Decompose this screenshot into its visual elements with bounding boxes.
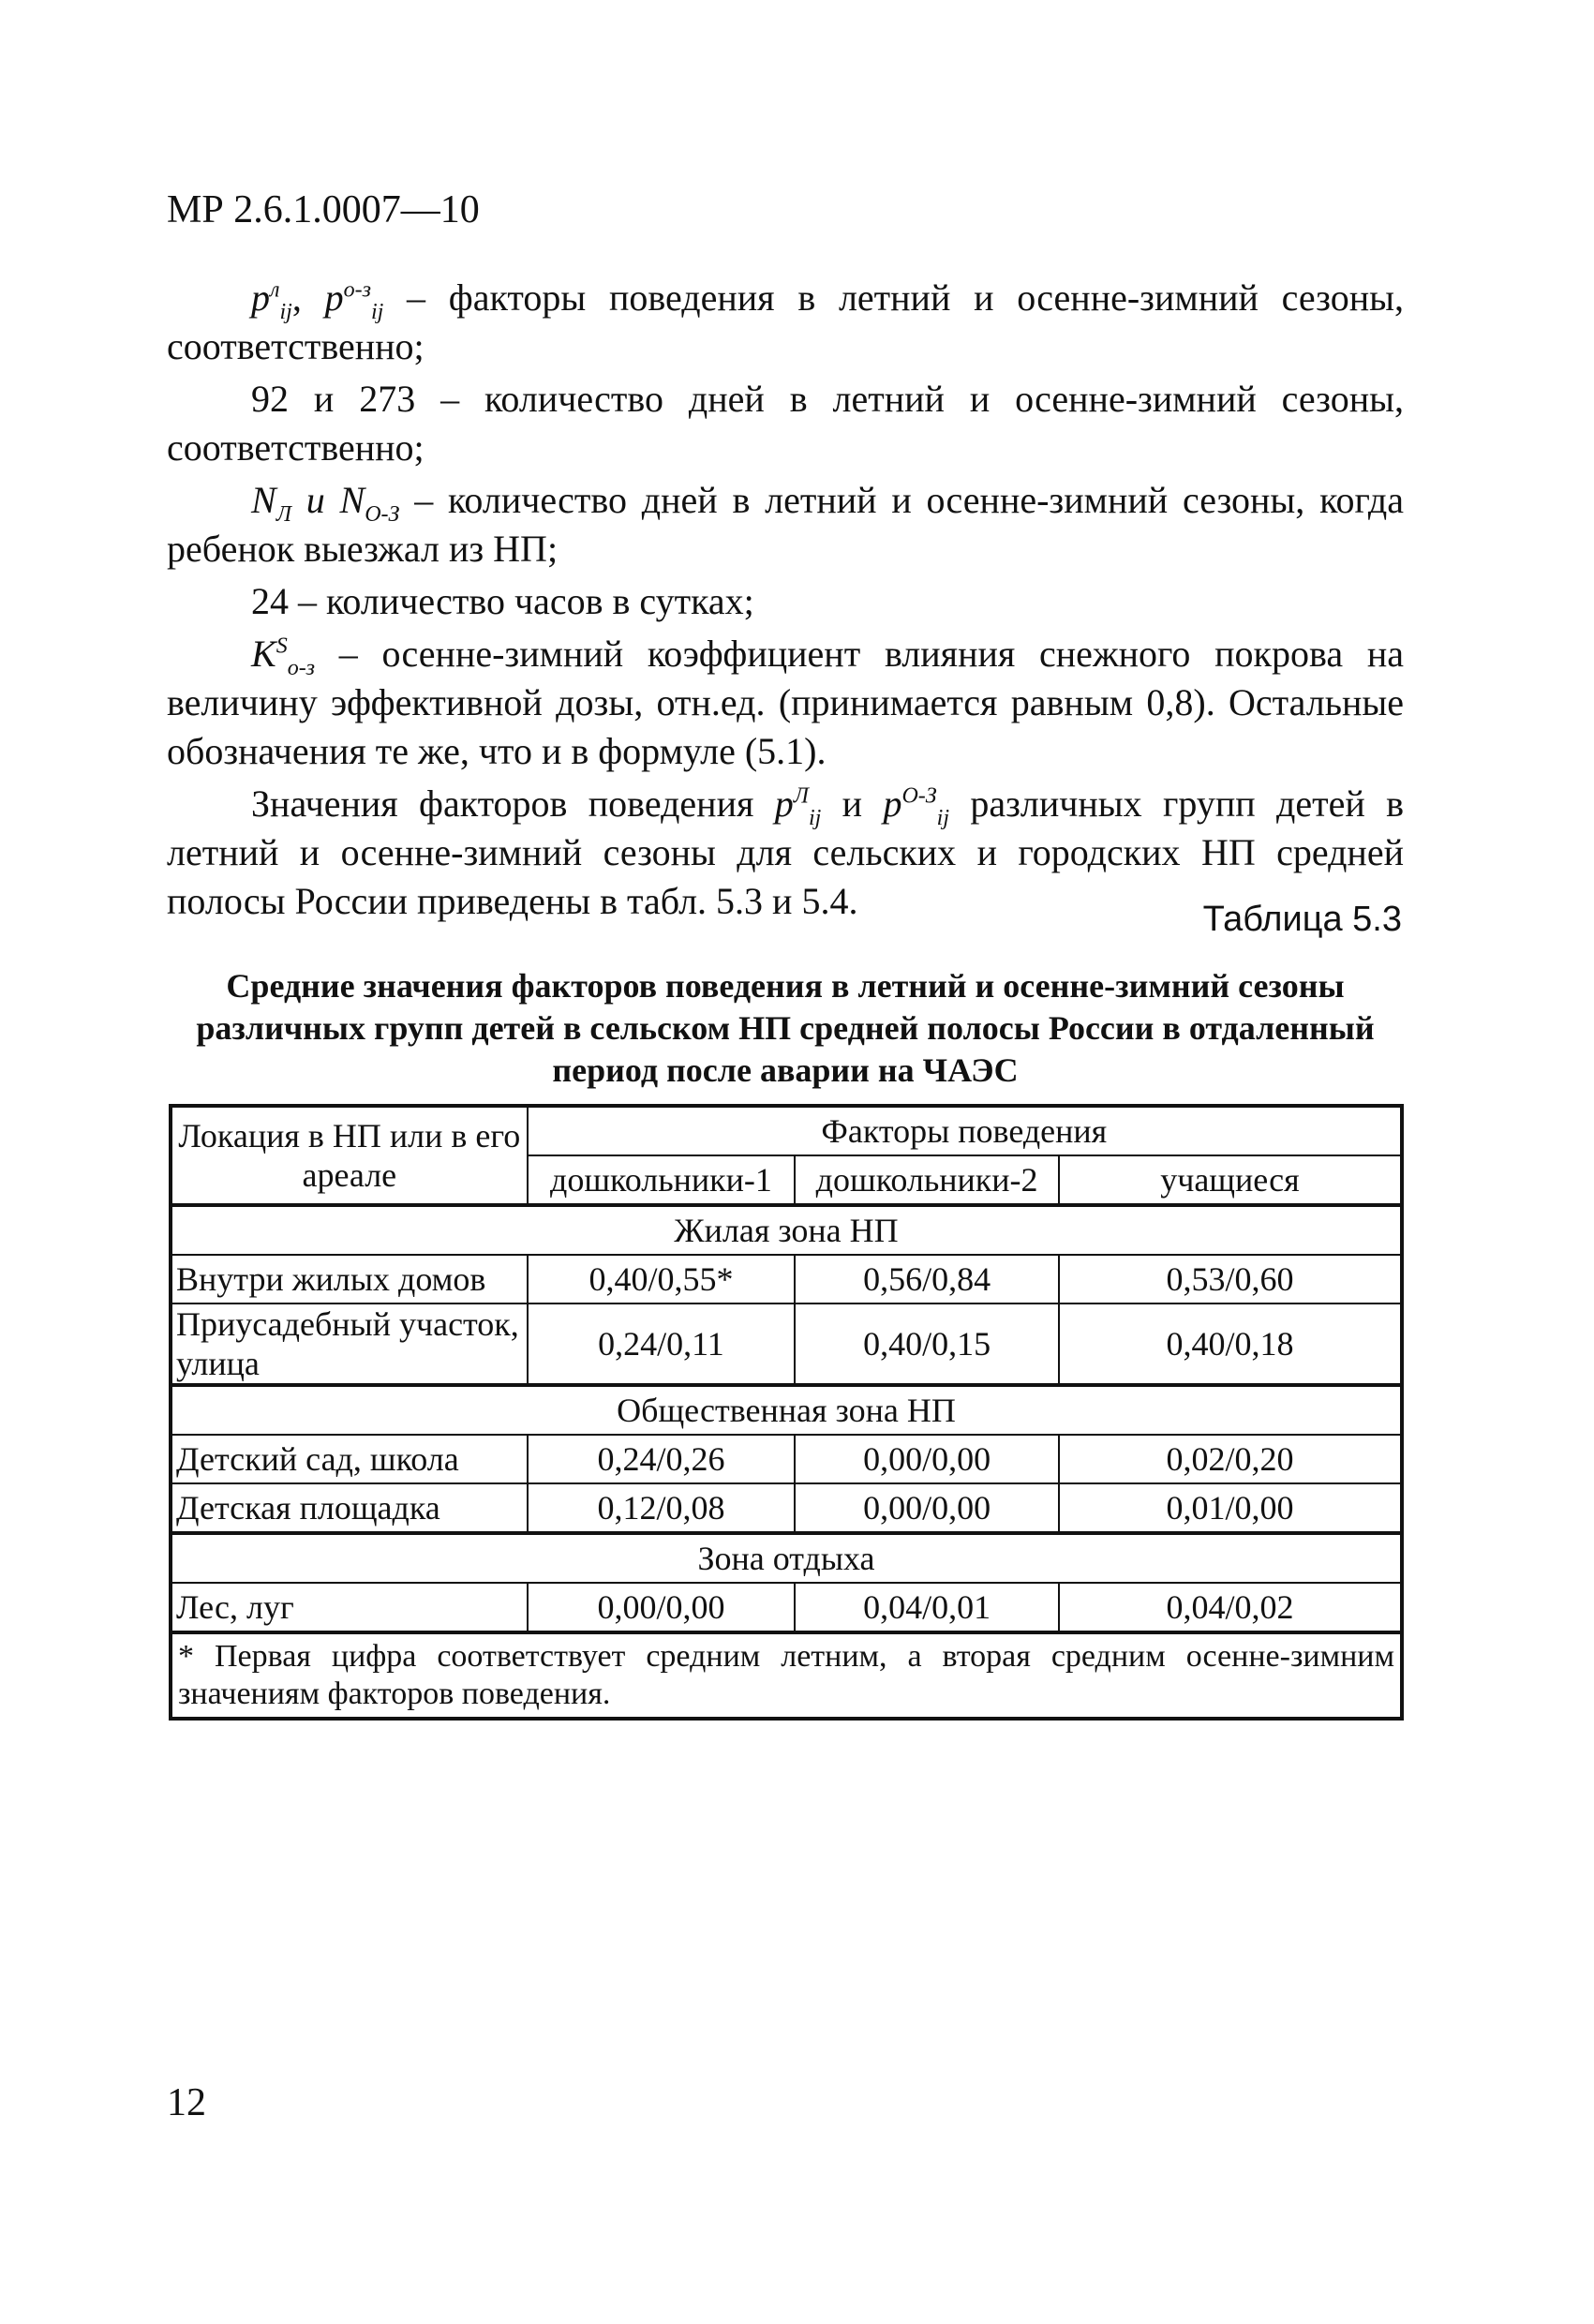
cell-value: 0,00/0,00 (795, 1435, 1059, 1483)
paragraph-days-count: 92 и 273 – количество дней в летний и осенне-зимний сезоны, соответственно; (167, 378, 1404, 469)
row-location: Лес, луг (171, 1583, 528, 1632)
group-header-residential: Жилая зона НП (171, 1205, 1402, 1255)
row-location: Приусадебный участок, улица (171, 1304, 528, 1385)
page-header-doc-code: МР 2.6.1.0007—10 (167, 188, 480, 231)
cell-value: 0,00/0,00 (795, 1483, 1059, 1533)
column-header-location: Локация в НП или в его ареале (171, 1106, 528, 1205)
table-container (169, 1104, 1404, 1721)
symbol-p-autumn-winter-2: $p^{О-З}_{ij}$ (883, 782, 949, 830)
cell-value: 0,24/0,11 (528, 1304, 796, 1385)
column-header-preschool-1: дошкольники-1 (528, 1155, 796, 1205)
paragraph-hours: 24 – количество часов в сутках; (251, 580, 754, 622)
column-header-factors: Факторы поведения (528, 1106, 1402, 1155)
cell-value: 0,40/0,55* (528, 1255, 796, 1304)
row-location: Детский сад, школа (171, 1435, 528, 1483)
cell-value: 0,40/0,15 (795, 1304, 1059, 1385)
cell-value: 0,53/0,60 (1059, 1255, 1402, 1304)
group-header-recreation: Зона отдыха (171, 1533, 1402, 1583)
row-location: Внутри жилых домов (171, 1255, 528, 1304)
table-row (171, 1483, 1402, 1533)
table-number: Таблица 5.3 (1202, 900, 1402, 939)
cell-value: 0,00/0,00 (528, 1583, 796, 1632)
cell-value: 0,01/0,00 (1059, 1483, 1402, 1533)
table-row (171, 1583, 1402, 1632)
symbol-p-autumn-winter: $p^{о-з}_{ij}$ (324, 276, 384, 324)
cell-value: 0,04/0,01 (795, 1583, 1059, 1632)
group-header-public: Общественная зона НП (171, 1385, 1402, 1435)
table-footnote: * Первая цифра соответствует средним летним, а вторая средним осенне-зимним значениям факторов поведения. (171, 1632, 1402, 1719)
page-number: 12 (167, 2081, 206, 2124)
table-row (171, 1255, 1402, 1304)
table-row (171, 1304, 1402, 1385)
table-title: Средние значения факторов поведения в летний и осенне-зимний сезоны различных групп детей в сельском НП средней полосы России в отдаленный период после аварии на ЧАЭС (196, 967, 1375, 1089)
body-text (167, 274, 1404, 930)
symbol-p-summer-2: $p^Л_{ij}$ (774, 782, 822, 830)
symbol-k-snow: $K^S_{о-з}$ (251, 633, 316, 680)
cell-value: 0,02/0,20 (1059, 1435, 1402, 1483)
symbol-n: $N_Л$ и $N_{О-З}$ (251, 479, 400, 527)
cell-value: 0,40/0,18 (1059, 1304, 1402, 1385)
cell-value: 0,56/0,84 (795, 1255, 1059, 1304)
table-row (171, 1435, 1402, 1483)
cell-value: 0,12/0,08 (528, 1483, 796, 1533)
cell-value: 0,04/0,02 (1059, 1583, 1402, 1632)
paragraph-snow-coefficient: $K^S_{о-з}$ – осенне-зимний коэффициент влияния снежного покрова на величину эффективной дозы, отн.ед. (принимается равным 0,8). Остальные обозначения те же, что и в формуле (5.1). (167, 633, 1404, 772)
paragraph-days-away: $N_Л$ и $N_{О-З}$ – количество дней в летний и осенне-зимний сезоны, когда ребенок выезжал из НП; (167, 479, 1404, 570)
paragraph-table-intro: Значения факторов поведения $p^Л_{ij}$ и $p^{О-З}_{ij}$ различных групп детей в летний и осенне-зимний сезоны для сельских и городских НП средней полосы России приведены в табл. 5.3 и 5.4. (167, 782, 1405, 922)
cell-value: 0,24/0,26 (528, 1435, 796, 1483)
row-location: Детская площадка (171, 1483, 528, 1533)
column-header-students: учащиеся (1059, 1155, 1402, 1205)
column-header-preschool-2: дошкольники-2 (795, 1155, 1059, 1205)
paragraph-behavior-factors: $p^л_{ij}$, $p^{о-з}_{ij}$ – факторы поведения в летний и осенне-зимний сезоны, соответственно; (167, 276, 1405, 367)
symbol-p-summer: $p^л_{ij}$ (251, 276, 292, 324)
behavior-factors-table (169, 1104, 1404, 1721)
